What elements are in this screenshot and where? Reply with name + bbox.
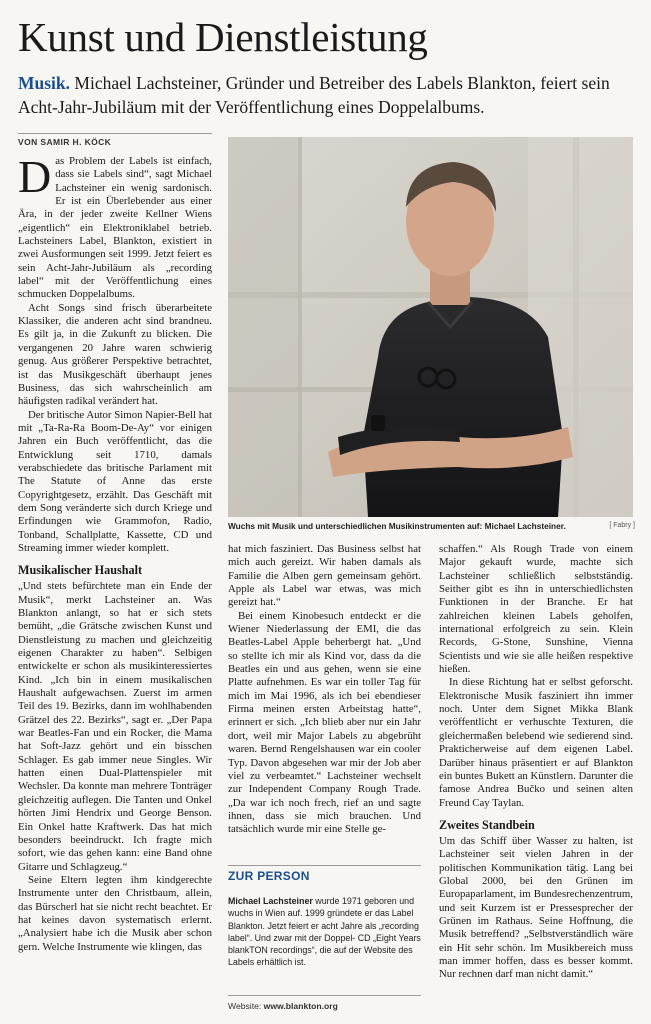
article-column-1 [18, 151, 212, 954]
byline: VON SAMIR H. KÖCK [18, 137, 112, 147]
deck-text: Michael Lachsteiner, Gründer und Betreiber des Labels Blankton, feiert sein Acht-Jahr-Jubiläum mit der Veröffentlichung eines Doppelalbums. [18, 73, 610, 117]
article-column-3 [439, 543, 633, 982]
paragraph: Um das Schiff über Wasser zu halten, ist Lachsteiner seit vielen Jahren in der politischen Kommunikation tätig. Lang bei Global 2000, bei den Grünen im Europaparlament, im Bundesrechenzentrum, und seit Kurzem ist er Pressesprecher der Grünen im Rathaus. Seine Hoffnung, die Musik betreffend? „Selbstverständlich wäre ein Hit sehr schön. Im Musikbereich muss man immer hoffen, dass es besser kommt. Nur rechnen darf man nicht damit.“ [439, 834, 633, 981]
paragraph: Bei einem Kinobesuch entdeckt er die Wiener Niederlassung der EMI, die das Beatles-Label Apple beherbergt hat. „Und so stellte ich mir als Kind vor, dass da die Beatles ein und aus gehen, wenn sie eine Platte aufnehmen. Es war ein toller Tag für mich im Mai 1996, als ich bei ebendieser Firma meinen ersten Arbeitstag hatte“, erinnert er sich. „Ich blieb aber nur ein Jahr dort, weil mir Major Labels zu abgebrüht waren. Bernd Rengelshausen war ein cooler Typ. Davon abgesehen war mir der Job aber viel zu verbeamtet.“ Lachsteiner wechselt zur Independent Company Rough Trade. „Da war ich noch frech, rief an und sagte ihnen, dass sie mich brauchen. Und tatsächlich wurde mir eine Stelle ge- [228, 609, 421, 836]
photo-caption: Wuchs mit Musik und unterschiedlichen Musikinstrumenten auf: Michael Lachsteiner. [228, 521, 566, 531]
subheading: Musikalischer Haushalt [18, 563, 143, 578]
paragraph: Der britische Autor Simon Napier-Bell hat mit „Ta-Ra-Ra Boom-De-Ay“ vor einigen Jahren ein Buch veröffentlicht, das die Entwicklung seit 1710, damals verabschiedete das britische Parlament mit The Statute of Anne das erste Copyrightgesetz, erzählt. Das Geschäft mit dem Song veränderte sich durch Kriege und Erfindungen wie Grammofon, Radio, Tonband, Schallplatte, Kassette, CD und Streaming immer wieder komplett. [18, 408, 212, 554]
headline: Kunst und Dienstleistung [18, 14, 428, 60]
paragraph: schaffen.“ Als Rough Trade von einem Major gekauft wurde, machte sich Lachsteiner schließlich selbstständig. Seither gibt es ihn in unterschiedlichsten Funktionen in der Branche. Er hat zahlreichen kleinen Labels geholfen, international erfolgreich zu sein. Klein Records, G-Stone, Sunshine, Vienna Scientists und wie sie alle heißen respektive hießen. [439, 543, 633, 676]
website-line: Website: www.blankton.org [228, 1001, 338, 1011]
paragraph: „Und stets befürchtete man ein Ende der Musik“, merkt Lachsteiner an. Was Blankton anlangt, so hat er sich stets bemüht, „die Grätsche zwischen Kunst und Dienstleistung zu machen und gleichzeitig eigenen Charakter zu haben“. Selbigen entwickelte er schon als musikinteressiertes Kind. „Ich bin in einem musikalischen Haushalt aufgewachsen. Zuerst im armen Teil des 19. Bezirks, dann im wohlhabenden Grätzel des 22. Bezirks“, sagt er. „Der Papa war Beatles-Fan und ein Rocker, die Mama hat Soft-Jazz gehört und ein bisschen Schlager. Es gab immer neue Singles. Wir hatten einen Dual-Plattenspieler mit Wechsler. Da konnte man mehrere Tonträger gleichzeitig auflegen. Die Tanten und Onkel hörten Jimi Hendrix und George Benson. Ein Onkel hatte Kraftwerk. Das hat mich besonders beeindruckt. Ich fragte mich sofort, wie das gehen kann: eine Band ohne Gitarre und Schlagzeug.“ [18, 580, 212, 873]
portrait-illustration [228, 137, 633, 517]
byline-divider [18, 133, 212, 134]
paragraph: Acht Songs sind frisch überarbeitete Klassiker, die anderen acht sind brandneu. Es gilt ja, in die Zukunft zu blicken. Die vergangenen 20 Jahre waren schwierig genug. Aus größerer Perspektive betrachtet, ist das Musikgeschäft überhaupt jenes Business, das sich wahrscheinlich am häufigsten radikal verändert hat. [18, 301, 212, 408]
website-link[interactable]: www.blankton.org [263, 1001, 338, 1011]
paragraph: Seine Eltern legten ihm kindgerechte Instrumente unter den Christbaum, allein, das Bürscherl hat sie nicht recht beachtet. Er hat keines davon systematisch erlernt. „Analysiert habe ich die Musik aber schon gern. Welche Instrumente wie klingen, das [18, 873, 212, 953]
drop-cap: D [18, 151, 52, 202]
deck-kicker: Musik. [18, 73, 71, 93]
deck [18, 71, 638, 119]
person-box-divider-bottom [228, 995, 421, 996]
paragraph: Das Problem der Labels ist einfach, dass sie Labels sind“, sagt Michael Lachsteiner ein wenig sardonisch. Er ist ein Überlebender aus einer Ära, in der jeder zweite Kellner Wiens „eigentlich“ ein Elektroniklabel betrieb. Lachsteiners Label, Blankton, existiert in zwei Ausformungen seit 1999. Jetzt feiert es sein Acht-Jahr-Jubiläum als „recording label“ mit der Veröffentlichung eines schmucken Doppelalbums. [18, 151, 212, 301]
paragraph: hat mich fasziniert. Das Business selbst hat mich auch gereizt. Wir haben damals als Familie die Alben gern gemeinsam gehört. Apple als Label war etwas, was mich gereizt hat.“ [228, 543, 421, 609]
article-column-2 [228, 543, 421, 837]
person-box-divider [228, 865, 421, 866]
person-name: Michael Lachsteiner [228, 896, 313, 906]
person-box-text: Michael Lachsteiner wurde 1971 geboren und wuchs in Wien auf. 1999 gründete er das Label Blankton. Jetzt feiert er acht Jahre als „recording label“. Und zwar mit der Doppel- CD „Eight Years blankTON recordings“, die auf der Website des Labels erhältlich ist. [228, 896, 421, 968]
person-box-title: ZUR PERSON [228, 869, 310, 883]
portrait-photo [228, 137, 633, 517]
subheading: Zweites Standbein [439, 817, 535, 832]
photo-credit: [ Fabry ] [609, 522, 635, 529]
paragraph: In diese Richtung hat er selbst geforscht. Elektronische Musik fasziniert ihn immer noch. Unter dem Signet Mikka Blank veröffentlicht er verhuschte Texturen, die gleichermaßen belebend wie sedierend sind. Prakticherweise auf dem eigenen Label. Darüber hinaus präsentiert er auf Blankton ein buntes Bukett an Künstlern. Darunter die famose Andrea Bučko und seinen alten Freund Cay Taylan. [439, 676, 633, 809]
